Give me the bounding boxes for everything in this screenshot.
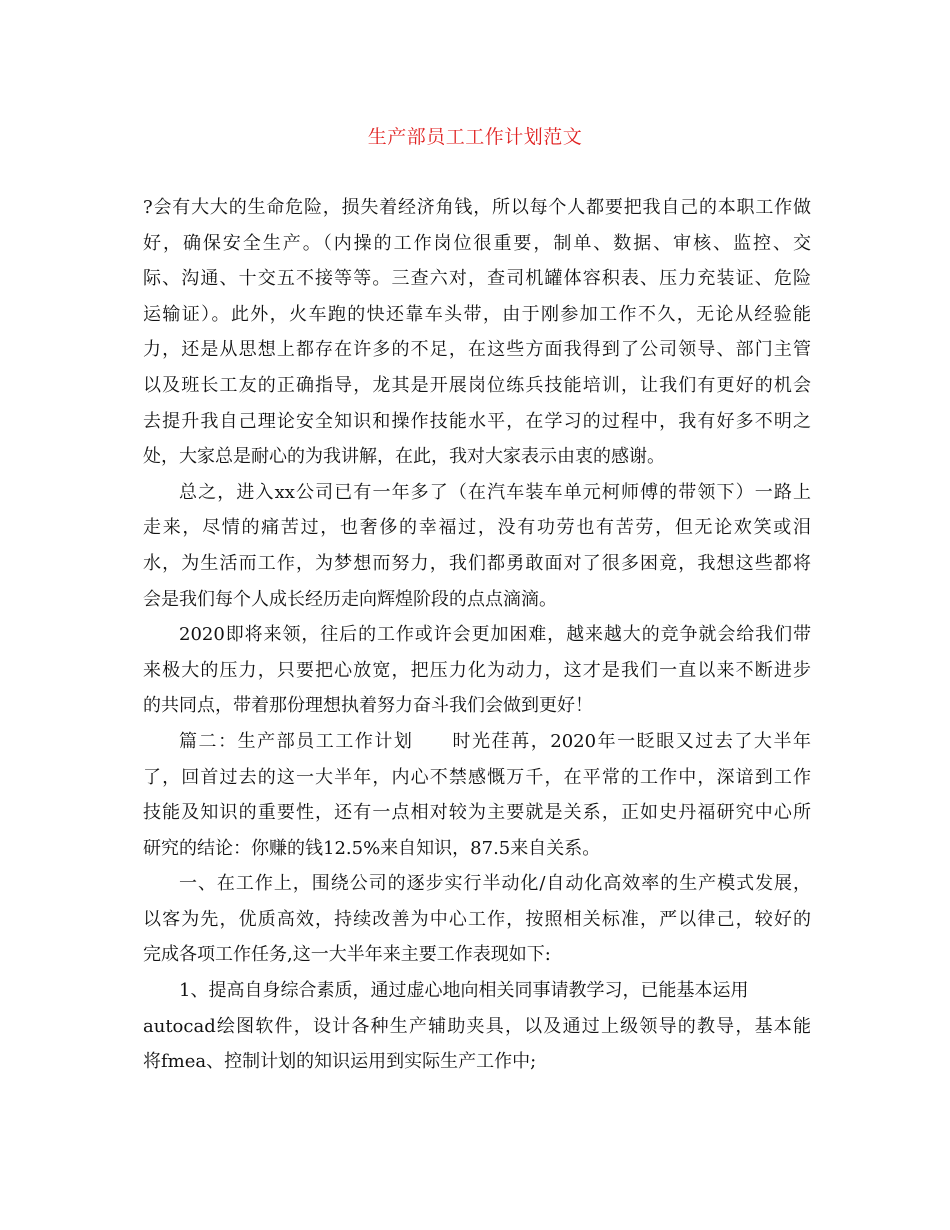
body-line: 一、在工作上，围绕公司的逐步实行半动化/自动化高效率的生产模式发展， [179, 873, 811, 895]
body-line: 研究的结论：你赚的钱12.5%来自知识，87.5来自关系。 [143, 837, 601, 859]
body-line: 的共同点，带着那份理想执着努力奋斗我们会做到更好！ [143, 695, 593, 717]
body-line: autocad绘图软件，设计各种生产辅助夹具，以及通过上级领导的教导，基本能 [143, 1015, 811, 1037]
body-line: 运输证）。此外，火车跑的快还靠车头带，由于刚参加工作不久，无论从经验能 [143, 303, 811, 325]
document-title: 生产部员工工作计划范文 [367, 126, 583, 148]
body-line: 以客为先，优质高效，持续改善为中心工作，按照相关标准，严以律己，较好的 [143, 908, 811, 930]
body-line: 技能及知识的重要性，还有一点相对较为主要就是关系，正如史丹福研究中心所 [143, 802, 811, 824]
body-line: 去提升我自己理论安全知识和操作技能水平，在学习的过程中，我有好多不明之 [143, 410, 811, 432]
document-body [143, 190, 811, 1080]
body-line: ?会有大大的生命危险，损失着经济角钱，所以每个人都要把我自己的本职工作做 [143, 197, 811, 218]
body-line: 走来，尽情的痛苦过，也奢侈的幸福过，没有功劳也有苦劳，但无论欢笑或泪 [143, 517, 811, 539]
body-line: 完成各项工作任务,这一大半年来主要工作表现如下: [143, 944, 551, 966]
body-line: 力，还是从思想上都存在许多的不足，在这些方面我得到了公司领导、部门主管 [143, 339, 811, 361]
body-line: 1、提高自身综合素质，通过虚心地向相关同事请教学习，已能基本运用 [179, 980, 749, 1002]
body-line: 以及班长工友的正确指导，龙其是开展岗位练兵技能培训，让我们有更好的机会 [143, 374, 811, 396]
body-line: 水，为生活而工作，为梦想而努力，我们都勇敢面对了很多困竟，我想这些都将 [143, 552, 811, 574]
body-line: 会是我们每个人成长经历走向辉煌阶段的点点滴滴。 [143, 588, 557, 610]
body-line: 将fmea、控制计划的知识运用到实际生产工作中; [143, 1051, 537, 1073]
body-line: 际、沟通、十交五不接等等。三查六对，查司机罐体容积表、压力充装证、危险 [143, 268, 811, 290]
body-line: 总之，进入xx公司已有一年多了（在汽车装车单元柯师傅的带领下）一路上 [179, 481, 811, 503]
body-line: 篇二：生产部员工工作计划 时光荏苒，2020年一眨眼又过去了大半年 [179, 730, 811, 752]
body-line: 好，确保安全生产。（内操的工作岗位很重要，制单、数据、审核、监控、交 [143, 232, 811, 254]
body-line: 处，大家总是耐心的为我讲解，在此，我对大家表示由衷的感谢。 [143, 446, 665, 468]
body-line: 了，回首过去的这一大半年，内心不禁感慨万千，在平常的工作中，深谙到工作 [143, 766, 811, 788]
body-line: 来极大的压力，只要把心放宽，把压力化为动力，这才是我们一直以来不断进步 [143, 659, 811, 681]
body-line: 2020即将来领，往后的工作或许会更加困难，越来越大的竞争就会给我们带 [179, 624, 811, 646]
